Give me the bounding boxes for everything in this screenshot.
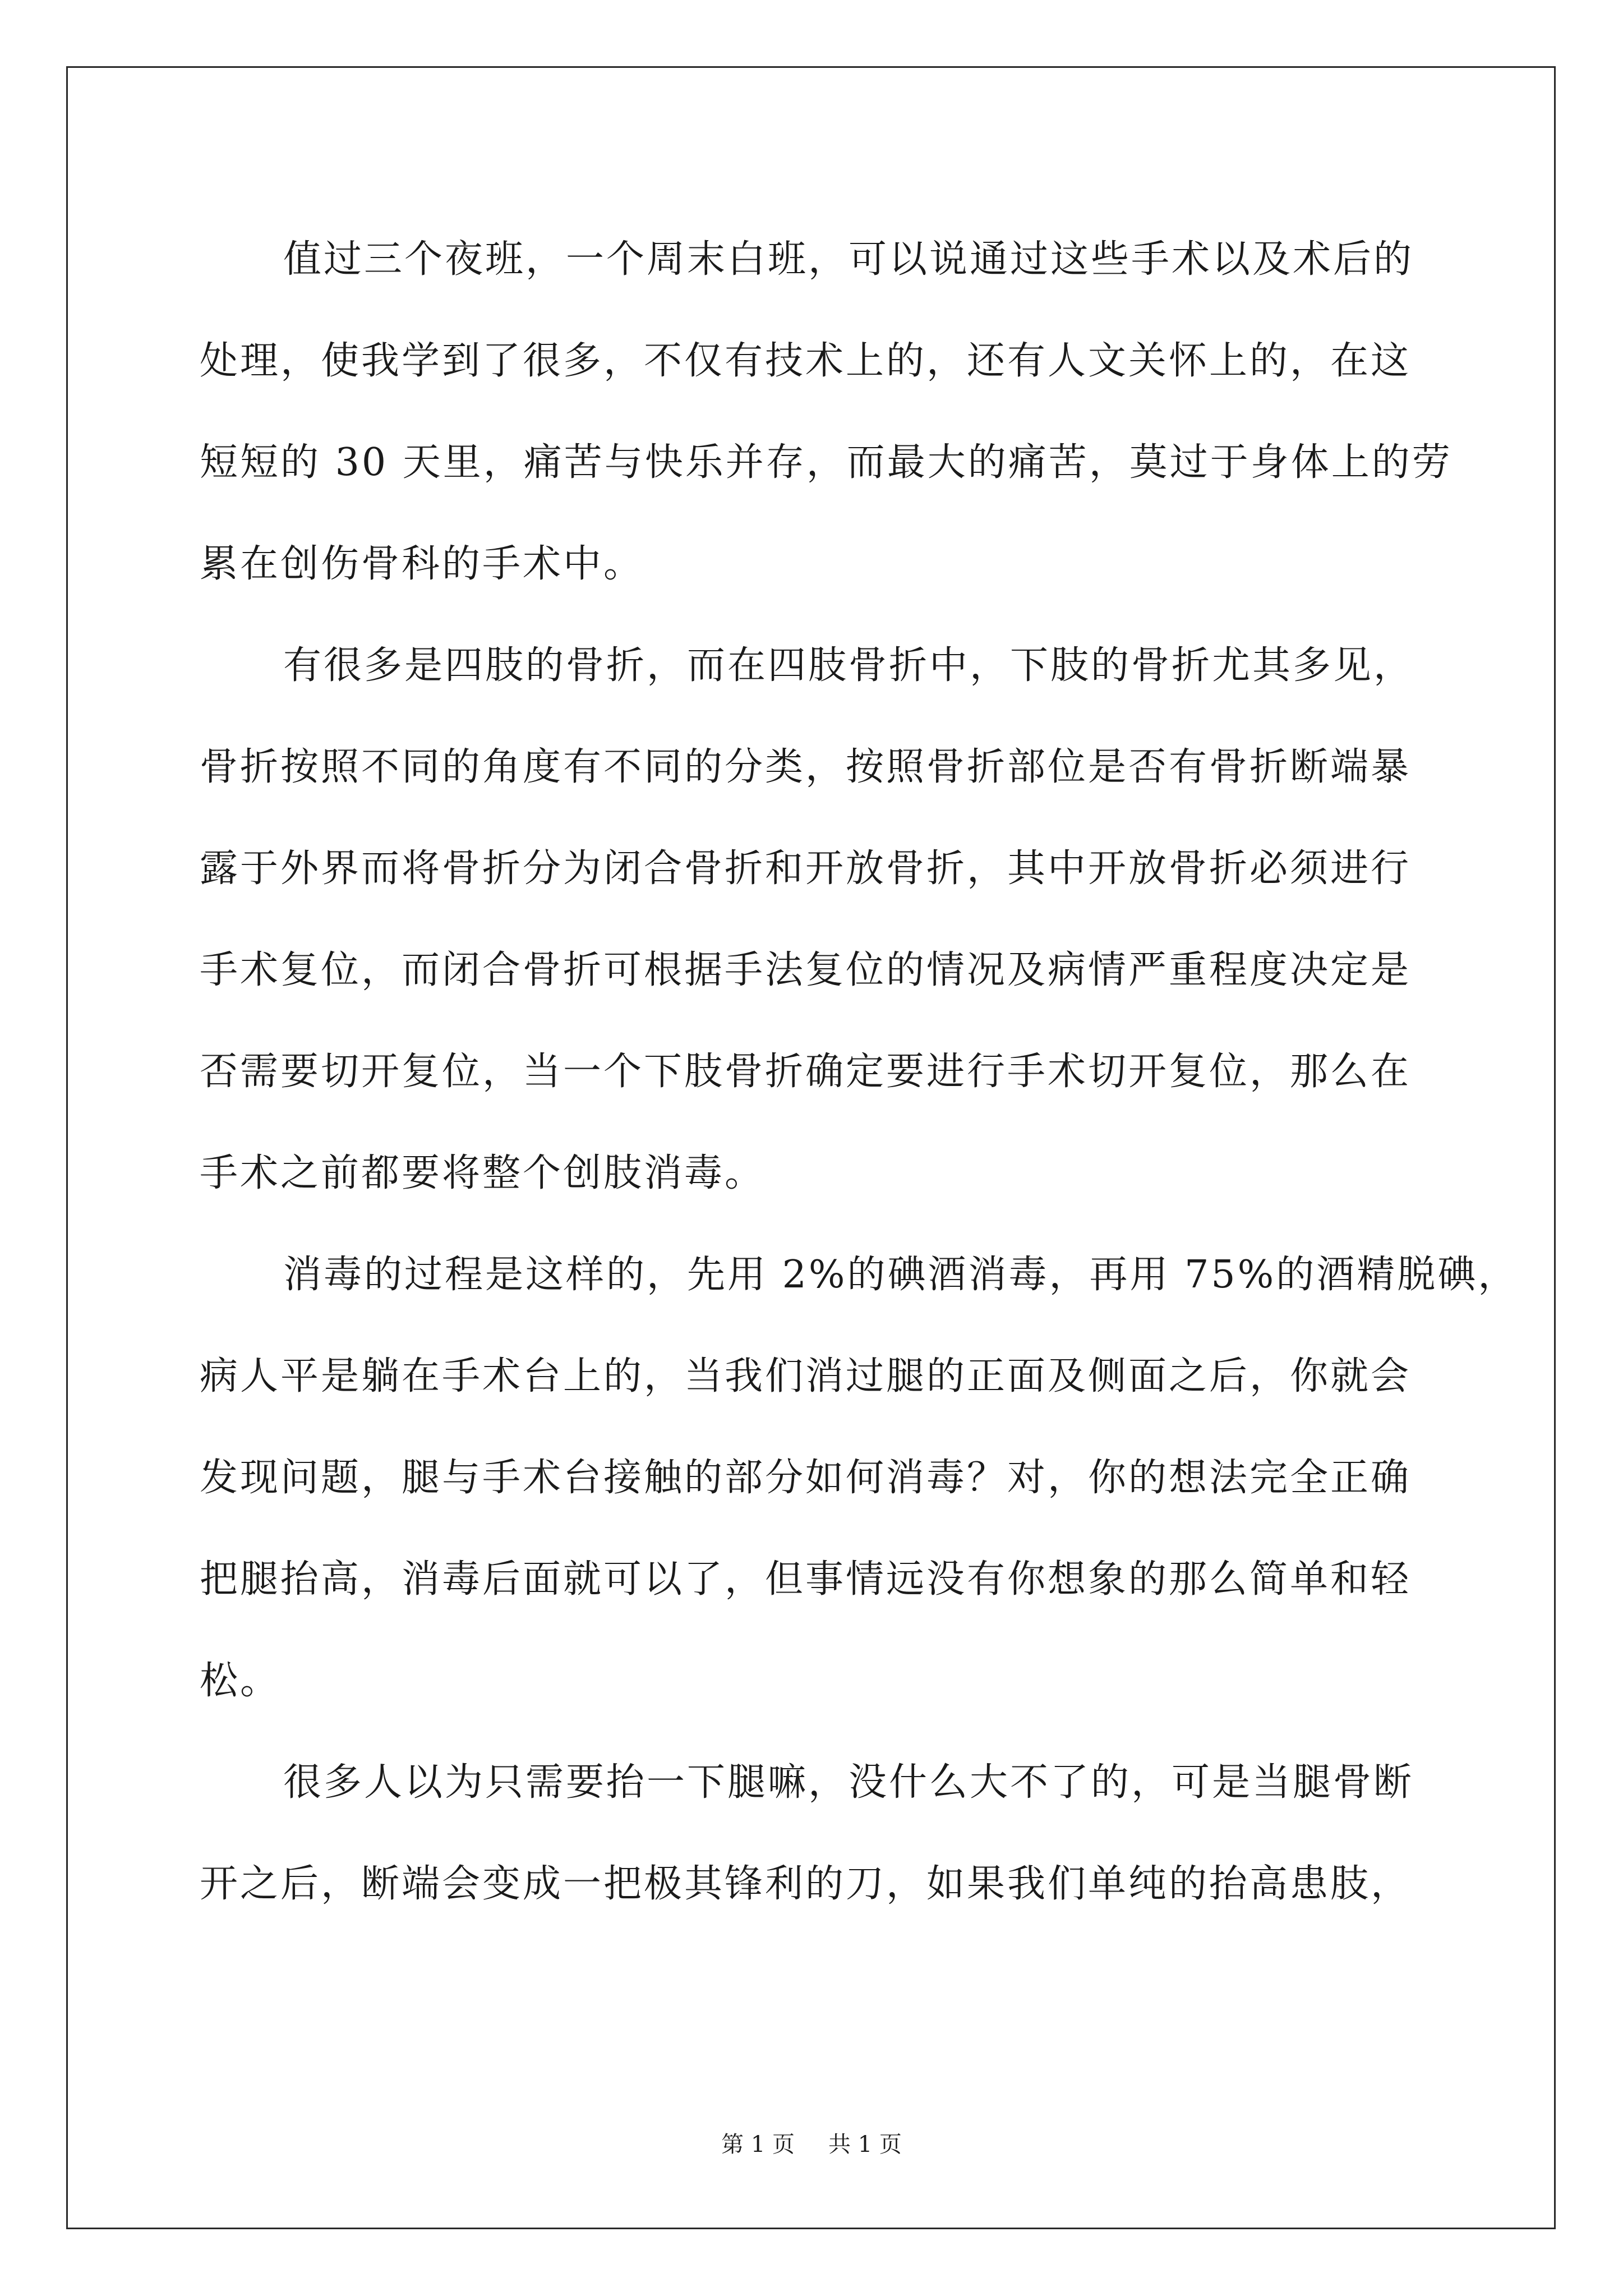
page-total: 共 1 页 <box>828 2132 902 2157</box>
text-line: 把腿抬高，消毒后面就可以了，但事情远没有你想象的那么简单和轻 <box>200 1557 1412 1602</box>
text-line: 手术复位，而闭合骨折可根据手法复位的情况及病情严重程度决定是 <box>200 948 1412 992</box>
text-line: 开之后，断端会变成一把极其锋利的刀，如果我们单纯的抬高患肢， <box>200 1862 1412 1906</box>
text-line: 松。 <box>200 1659 281 1703</box>
text-line: 否需要切开复位，当一个下肢骨折确定要进行手术切开复位，那么在 <box>200 1050 1412 1094</box>
text-line: 处理，使我学到了很多，不仅有技术上的，还有人文关怀上的，在这 <box>200 339 1412 383</box>
text-line: 露于外界而将骨折分为闭合骨折和开放骨折，其中开放骨折必须进行 <box>200 846 1412 891</box>
text-line: 病人平是躺在手术台上的，当我们消过腿的正面及侧面之后，你就会 <box>200 1354 1412 1398</box>
document-body <box>200 209 1519 1935</box>
text-line: 手术之前都要将整个创肢消毒。 <box>200 1151 766 1195</box>
text-line: 很多人以为只需要抬一下腿嘛，没什么大不了的，可是当腿骨断 <box>283 1760 1414 1805</box>
text-line: 发现问题，腿与手术台接触的部分如何消毒？对，你的想法完全正确 <box>200 1456 1412 1500</box>
text-line: 有很多是四肢的骨折，而在四肢骨折中，下肢的骨折尤其多见， <box>283 643 1414 688</box>
text-line: 值过三个夜班，一个周末白班，可以说通过这些手术以及术后的 <box>283 237 1414 282</box>
text-line: 累在创伤骨科的手术中。 <box>200 542 644 586</box>
page-footer <box>0 2128 1623 2161</box>
text-line: 骨折按照不同的角度有不同的分类，按照骨折部位是否有骨折断端暴 <box>200 745 1412 789</box>
text-line: 消毒的过程是这样的，先用 2%的碘酒消毒，再用 75%的酒精脱碘， <box>283 1253 1519 1297</box>
page-number: 第 1 页 <box>721 2132 795 2157</box>
text-line: 短短的 30 天里，痛苦与快乐并存，而最大的痛苦，莫过于身体上的劳 <box>200 440 1453 485</box>
